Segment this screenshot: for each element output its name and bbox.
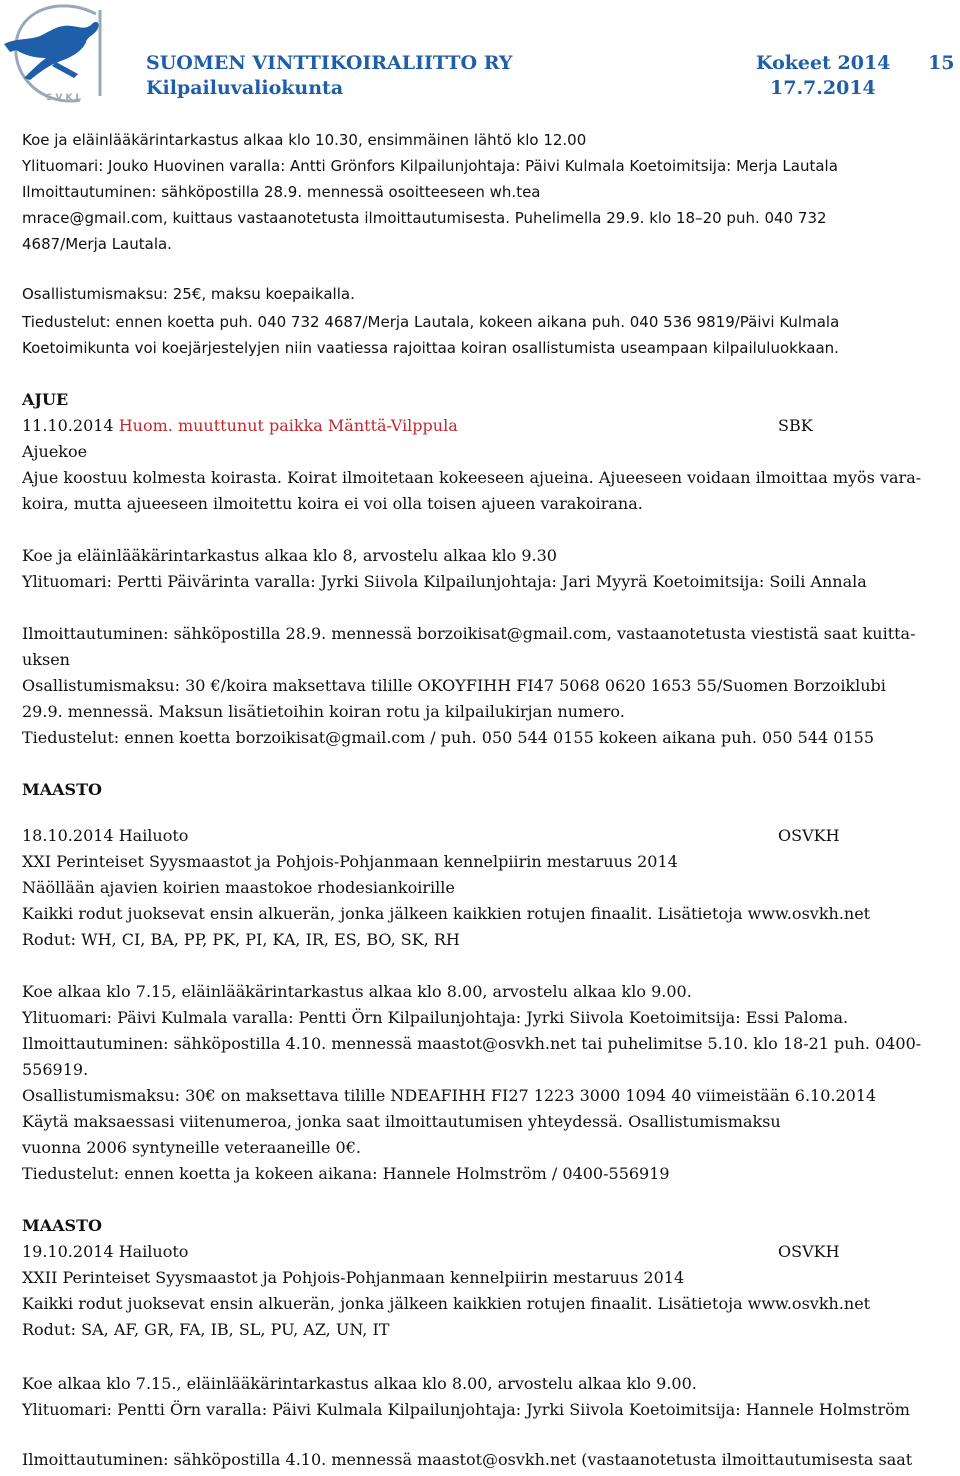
intro-line-3: Ilmoittautuminen: sähköpostilla 28.9. mennessä osoitteeseen wh.tea [22,183,541,201]
maasto1-line-5: Koe alkaa klo 7.15, eläinlääkärintarkastus alkaa klo 8.00, arvostelu alkaa klo 9.00. [22,982,692,1001]
maasto2-date: 19.10.2014 Hailuoto [22,1242,189,1261]
maasto1-organizer: OSVKH [778,826,840,845]
logo-text: SVKL [46,93,85,103]
maasto1-line-7: Ilmoittautuminen: sähköpostilla 4.10. mennessä maastot@osvkh.net tai puhelimitse 5.10. klo 18-21 puh. 0400- [22,1034,922,1053]
ajue-location-note: Huom. muuttunut paikka Mänttä-Vilppula [118,416,458,435]
maasto2-line-2: Kaikki rodut juoksevat ensin alkuerän, jonka jälkeen kaikkien rotujen finaalit. Lisätietoja www.osvkh.net [22,1294,871,1313]
ajue-line-2: koira, mutta ajueeseen ilmoitettu koira ei voi olla toisen ajueen varakoirana. [22,494,643,513]
intro-line-5: 4687/Merja Lautala. [22,235,172,253]
maasto1-line-11: vuonna 2006 syntyneille veteraaneille 0€. [22,1138,361,1157]
ajue-line-7: Osallistumismaksu: 30 €/koira maksettava tilille OKOYFIHH FI47 5068 0620 1653 55/Suomen Borzoiklubi [22,676,886,695]
header-date: 17.7.2014 [770,77,876,99]
maasto1-line-9: Osallistumismaksu: 30€ on maksettava tilille NDEAFIHH FI27 1223 3000 1094 40 viimeistään 6.10.2014 [22,1086,877,1105]
maasto2-line-3: Rodut: SA, AF, GR, FA, IB, SL, PU, AZ, UN, IT [22,1320,390,1339]
maasto1-line-12: Tiedustelut: ennen koetta ja kokeen aikana: Hannele Holmström / 0400-556919 [22,1164,670,1183]
maasto2-organizer: OSVKH [778,1242,840,1261]
intro-line-4: mrace@gmail.com, kuittaus vastaanotetusta ilmoittautumisesta. Puhelimella 29.9. klo 18–20 puh. 040 732 [22,209,827,227]
ajue-line-9: Tiedustelut: ennen koetta borzoikisat@gmail.com / puh. 050 544 0155 kokeen aikana puh. 050 544 0155 [22,728,874,747]
intro-line-2: Ylituomari: Jouko Huovinen varalla: Antti Grönfors Kilpailunjohtaja: Päivi Kulmala Koetoimitsija: Merja Lautala [22,157,838,175]
ajue-organizer: SBK [778,416,813,435]
section-title: Kokeet 2014 [756,52,891,74]
ajue-line-6: uksen [22,650,70,669]
ajue-date: 11.10.2014 [22,416,114,435]
intro-line-7: Tiedustelut: ennen koetta puh. 040 732 4687/Merja Lautala, kokeen aikana puh. 040 536 9819/Päivi Kulmala [22,313,840,331]
intro-line-8: Koetoimikunta voi koejärjestelyjen niin vaatiessa rajoittaa koiran osallistumista useampaan kilpailuluokkaan. [22,339,839,357]
intro-line-1: Koe ja eläinlääkärintarkastus alkaa klo 10.30, ensimmäinen lähtö klo 12.00 [22,131,587,149]
maasto2-line-4: Koe alkaa klo 7.15., eläinlääkärintarkastus alkaa klo 8.00, arvostelu alkaa klo 9.00. [22,1374,697,1393]
maasto1-line-2: Näöllään ajavien koirien maastokoe rhodesiankoirille [22,878,455,897]
maasto2-heading: MAASTO [22,1216,102,1235]
maasto1-date: 18.10.2014 Hailuoto [22,826,189,845]
ajue-line-1: Ajue koostuu kolmesta koirasta. Koirat ilmoitetaan kokeeseen ajueina. Ajueeseen voidaan ilmoittaa myös vara- [22,468,922,487]
maasto1-line-6: Ylituomari: Päivi Kulmala varalla: Pentti Örn Kilpailunjohtaja: Jyrki Siivola Koetoimitsija: Essi Paloma. [22,1008,849,1027]
maasto1-line-1: XXI Perinteiset Syysmaastot ja Pohjois-Pohjanmaan kennelpiirin mestaruus 2014 [22,852,678,871]
org-name: SUOMEN VINTTIKOIRALIITTO RY [146,52,513,74]
committee-name: Kilpailuvaliokunta [146,77,344,99]
maasto1-line-8: 556919. [22,1060,89,1079]
svkl-logo [0,0,130,112]
maasto1-line-3: Kaikki rodut juoksevat ensin alkuerän, jonka jälkeen kaikkien rotujen finaalit. Lisätietoja www.osvkh.net [22,904,871,923]
ajue-line-3: Koe ja eläinlääkärintarkastus alkaa klo 8, arvostelu alkaa klo 9.30 [22,546,557,565]
maasto2-line-1: XXII Perinteiset Syysmaastot ja Pohjois-Pohjanmaan kennelpiirin mestaruus 2014 [22,1268,685,1287]
maasto2-line-5: Ylituomari: Pentti Örn varalla: Päivi Kulmala Kilpailunjohtaja: Jyrki Siivola Koetoimitsija: Hannele Holmström [22,1400,910,1419]
intro-line-6: Osallistumismaksu: 25€, maksu koepaikalla. [22,285,355,303]
ajue-line-4: Ylituomari: Pertti Päivärinta varalla: Jyrki Siivola Kilpailunjohtaja: Jari Myyrä Koetoimitsija: Soili Annala [22,572,867,591]
maasto1-line-4: Rodut: WH, CI, BA, PP, PK, PI, KA, IR, ES, BO, SK, RH [22,930,460,949]
ajue-type: Ajuekoe [22,442,88,461]
ajue-line-5: Ilmoittautuminen: sähköpostilla 28.9. mennessä borzoikisat@gmail.com, vastaanotetusta viestistä saat kuitta- [22,624,916,643]
ajue-date-line [22,416,458,436]
ajue-line-8: 29.9. mennessä. Maksun lisätietoihin koiran rotu ja kilpailukirjan numero. [22,702,625,721]
maasto1-heading: MAASTO [22,780,102,799]
maasto1-line-10: Käytä maksaessasi viitenumeroa, jonka saat ilmoittautumisen yhteydessä. Osallistumismaksu [22,1112,781,1131]
maasto2-line-6: Ilmoittautuminen: sähköpostilla 4.10. mennessä maastot@osvkh.net (vastaanotetusta ilmoittautumisesta saat [22,1450,913,1469]
page-number: 15 [928,52,955,74]
ajue-heading: AJUE [22,390,69,409]
